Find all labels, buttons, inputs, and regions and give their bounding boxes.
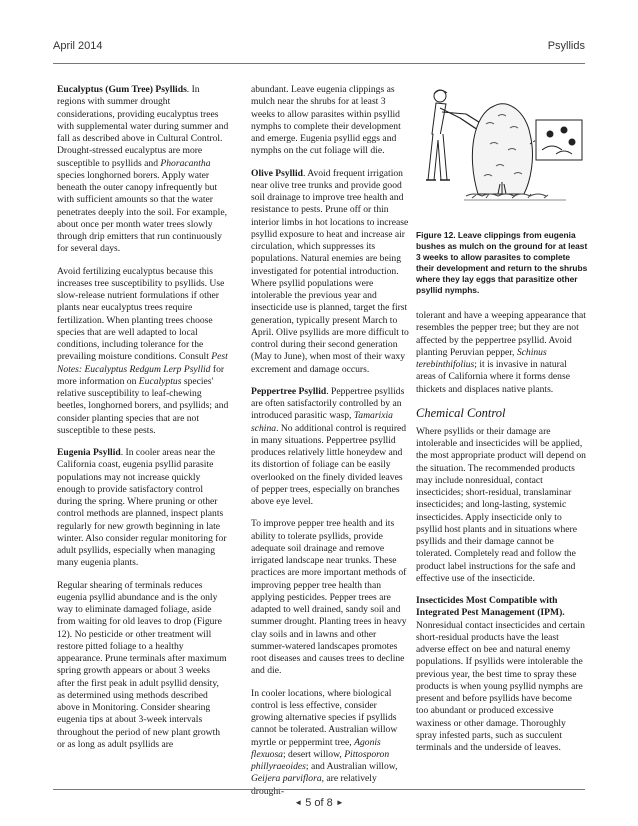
header-rule <box>53 63 585 64</box>
species-name: Schinus terebinthifolius <box>416 346 547 370</box>
species-name: Agonis flexuosa <box>251 736 381 760</box>
text: . In cooler areas near the California coast, eugenia psyllid parasite populations may not increase quickly enough to provide satisfactory control during the spring. Where pruning or other control methods are planned, inspect plants regularly for new growth beginning in late winter. Also consider regular monitoring for adult psyllids, especially when managing many eugenia plants. <box>57 447 227 569</box>
paragraph-shearing <box>57 580 229 752</box>
text: . No additional control is required in many situations. Peppertree psyllid produces relatively little honeydew and its distortion of foliage can be easily overlooked on the finely divided leaves of pepper trees, especially on branches above eye level. <box>251 422 407 507</box>
paragraph-fertilizing <box>57 266 229 438</box>
peppertree-heading: Peppertree Psyllid <box>251 385 327 397</box>
text: Where psyllids or their damage are intolerable and insecticides will be applied, the most appropriate product will depend on the situation. The recommended products may include nonresidual, contact insecticides; short-residual, translaminar insecticides; and long-lasting, systemic insecticides. Apply insecticide only to psyllid host plants and in situations where psyllids and their damage cannot be tolerated. Completely read and follow the product label instructions for the safe and effective use of the insecticide. <box>416 425 586 584</box>
paragraph-eugenia-psyllid <box>57 447 229 570</box>
text: , are relatively drought- <box>251 773 377 797</box>
paragraph-olive-psyllid <box>251 168 411 376</box>
text: for more information on <box>57 363 225 387</box>
paragraph-pepper-health <box>251 518 411 677</box>
pest-notes-reference: Pest Notes: Eucalyptus Redgum Lerp Psyllid <box>57 351 228 375</box>
species-name: Phoracantha <box>160 157 211 169</box>
species-name: Geijera parviflora <box>251 773 322 785</box>
chemical-control-heading: Chemical Control <box>416 405 506 420</box>
eugenia-heading: Eugenia Psyllid <box>57 447 121 458</box>
species-name: Pittosporon phillyraeoides <box>251 748 390 772</box>
paragraph-chemical-control <box>416 426 586 585</box>
column-1 <box>57 84 229 761</box>
text: Regular shearing of terminals reduces eugenia psyllid abundance and is the only way to eliminate damaged foliage, aside from waiting for old leaves to drop (Figure 12). No pesticide or other treatment will restore pitted foliage to a healthy appearance. Prune terminals after maximum spring growth appears or about 3 weeks after the first peak in adult psyllid density, as determined using methods described above in Monitoring. Consider shearing eugenia tips at about 3-week intervals throughout the period of new plant growth or as long as adult psyllids are <box>57 579 227 750</box>
footer-rule <box>53 789 585 790</box>
figure-12-illustration <box>416 84 586 224</box>
left-arrow-icon: ◄ <box>294 798 303 807</box>
text: . Peppertree psyllids are often satisfactorily controlled by an introduced parasitic wasp, <box>251 385 405 422</box>
running-header-date: April 2014 <box>53 40 103 52</box>
olive-heading: Olive Psyllid <box>251 167 303 179</box>
wasp-name: Tamarixia schina <box>251 410 393 434</box>
paragraph-peppertree-psyllid <box>251 386 411 509</box>
text: abundant. Leave eugenia clippings as mulch near the shrubs for at least 3 weeks to allow parasites within psyllid nymphs to complete their development and emerge. Eugenia psyllid eggs and nymphs on the cut foliage will die. <box>251 84 401 157</box>
page-number: 5 of 8 <box>305 797 333 809</box>
text: species' relative susceptibility to leaf-chewing beetles, longhorned borers, and psyllids; and consider planting species that are not susceptible to these pests. <box>57 375 229 436</box>
genus-name: Eucalyptus <box>138 375 182 387</box>
paragraph-clippings <box>251 84 411 158</box>
text: In cooler locations, where biological control is less effective, consider growing alternative species if psyllids cannot be tolerated. Australian willow myrtle or peppermint tree, <box>251 687 398 748</box>
eucalyptus-heading: Eucalyptus (Gum Tree) Psyllids <box>57 84 187 95</box>
text: . In regions with summer drought considerations, providing eucalyptus trees with supplemental water during summer and fall as described above in Cultural Control. Drought-stressed eucalyptus are more susceptible to psyllids and <box>57 84 229 169</box>
paragraph-ipm-insecticides <box>416 595 586 754</box>
right-arrow-icon: ► <box>335 798 344 807</box>
paragraph-alternatives <box>251 688 411 798</box>
text: ; and Australian willow, <box>305 761 398 772</box>
text: Nonresidual contact insecticides and certain short-residual products have the least adverse effect on bee and natural enemy populations. If psyllids were intolerable the previous year, the best time to spray these products is when young psyllid nymphs are present and before psyllids have become too abundant or produced excessive waxiness or other damage. Thoroughly spray infested parts, such as succulent terminals and the underside of leaves. <box>416 619 585 753</box>
text: tolerant and have a weeping appearance that resembles the pepper tree; but they are not affected by the peppertree psyllid. Avoid planting Peruvian pepper, <box>416 310 586 358</box>
figure-12-caption: Figure 12. Leave clippings from eugenia bushes as mulch on the ground for at least 3 weeks to allow parasites to complete their development and return to the shrubs where they lay eggs that parasitize other psyllid nymphs. <box>416 230 588 296</box>
paragraph-eucalyptus-psyllids <box>57 84 229 256</box>
text: species longhorned borers. Apply water beneath the outer canopy infrequently but with sufficient amounts so that the water penetrates deeply into the soil. For example, about once per month water trees slowly through drip emitters that run continuously for several days. <box>57 169 227 255</box>
text: Avoid fertilizing eucalyptus because this increases tree susceptibility to psyllids. Use slow-release nutrient formulations if other plants near eucalyptus trees require fertilization. When planting trees choose species that are well adapted to local conditions, including tolerance for the prevailing moisture conditions. Consult <box>57 265 225 363</box>
column-2 <box>251 84 411 808</box>
ipm-heading: Insecticides Most Compatible with Integrated Pest Management (IPM). <box>416 595 565 619</box>
running-header-title: Psyllids <box>547 40 585 52</box>
text: ; it is invasive in natural areas of California where it forms dense thickets and displaces native plants. <box>416 359 570 395</box>
pruning-illustration <box>416 84 586 224</box>
text: . Avoid frequent irrigation near olive tree trunks and provide good soil drainage to improve tree health and resistance to pests. Prune off or thin interior limbs in hot locations to increase psyllid exposure to heat and increase air circulation, which suppresses its populations. Natural enemies are being investigated for potential introduction. Where psyllid populations were intolerable the previous year and insecticide use is planned, target the first generation, typically present March to April. Olive psyllids are more difficult to control during their second generation (May to June), when most of their waxy excrement and damage occurs. <box>251 167 409 375</box>
page-footer <box>0 797 638 809</box>
column-3 <box>416 310 586 764</box>
text: To improve pepper tree health and its ability to tolerate psyllids, provide adequate soil drainage and remove irrigated landscape near trunks. These practices are more important methods of improving pepper tree health than applying pesticides. Pepper trees are adapted to well drained, sandy soil and summer drought. Planting trees in heavy clay soils and in lawns and other summer-watered landscapes promotes root diseases and causes trees to decline and die. <box>251 518 407 677</box>
paragraph-weeping-trees <box>416 310 586 396</box>
text: ; desert willow, <box>282 748 345 760</box>
